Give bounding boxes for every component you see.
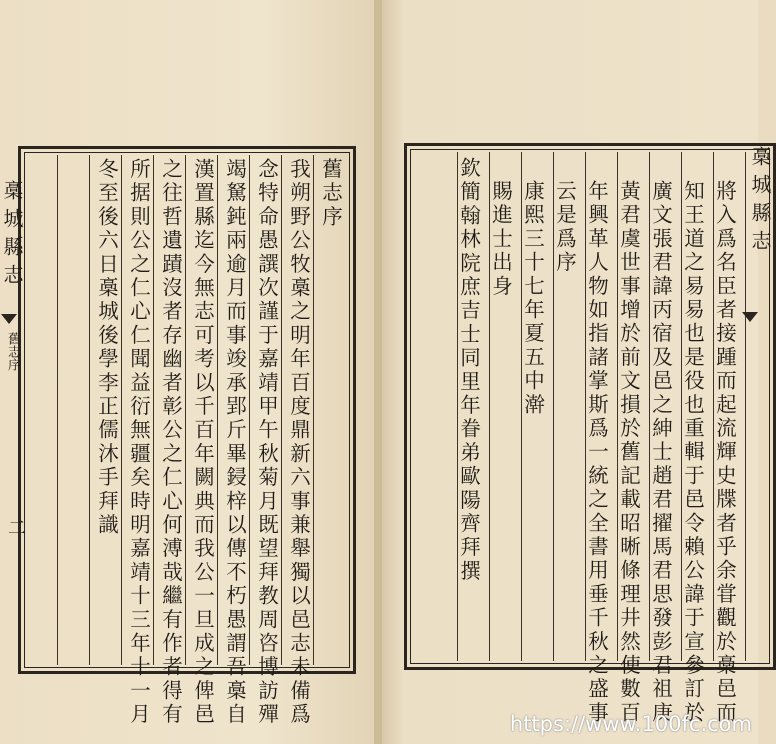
column-rule	[153, 155, 154, 665]
text-column: 所据則公之仁心仁聞益衍無疆矣時明嘉靖十三年十一月	[126, 158, 151, 727]
column-rule	[249, 155, 250, 665]
text-column: 舊志序	[318, 158, 343, 230]
text-column: 知王道之易易也是役也重輯于邑令賴公諱于宣參訂於	[680, 180, 705, 726]
left-page	[0, 0, 378, 744]
text-column: 黃君虞世事增於前文損於舊記載昭晰條理井然使數百	[616, 180, 641, 726]
column-rule	[185, 155, 186, 665]
text-column: 我朔野公牧槀之明年百度鼎新六事兼舉獨以邑志未備爲	[286, 158, 311, 727]
text-column: 欽簡翰林院庶吉士同里年眷弟歐陽齊拜撰	[456, 157, 481, 584]
text-column: 賜進士出身	[488, 180, 513, 299]
right-page	[382, 0, 772, 744]
left-margin-page-number: 二	[5, 518, 26, 536]
text-column: 年興革人物如指諸掌斯爲一統之全書用垂千秋之盛事	[584, 180, 609, 726]
left-margin-section-label: 舊志序	[5, 332, 20, 371]
left-margin-volume-title: 槀城縣志	[0, 180, 24, 292]
text-column: 云是爲序	[552, 180, 577, 275]
text-column: 將入爲名臣者接踵而起流輝史牒者乎余甞觀於槀邑而	[712, 180, 737, 726]
right-margin-volume-title: 槀城縣志	[748, 146, 772, 258]
column-rule	[281, 155, 282, 665]
text-column: 之往哲遺蹟沒者存幽者彰公之仁心何溥哉繼有作者得有	[158, 158, 183, 727]
text-column: 廣文張君諱丙宿及邑之紳士趙君擢馬君思發彭君祖庚	[648, 180, 673, 726]
column-rule	[57, 155, 58, 665]
column-rule	[313, 155, 314, 665]
column-rule	[121, 155, 122, 665]
text-column: 念特命愚譔次謹于嘉靖甲午秋菊月既望拜教周咨博訪殫	[254, 158, 279, 727]
column-rule	[89, 155, 90, 665]
watermark-text: https://www.100fc.com	[509, 712, 752, 736]
text-column: 冬至後六日槀城後學李正儒沐手拜識	[94, 158, 119, 538]
text-column: 漢置縣迄今無志可考以千百年闕典而我公一旦成之俾邑	[190, 158, 215, 727]
text-column: 康熙三十七年夏五中澣	[520, 180, 545, 417]
column-rule	[217, 155, 218, 665]
fish-tail-mark	[742, 312, 758, 322]
fish-tail-mark	[1, 314, 17, 324]
text-column: 竭駑鈍兩逾月而事竣承郢斤畢鋟梓以傳不朽愚謂吾槀自	[222, 158, 247, 727]
